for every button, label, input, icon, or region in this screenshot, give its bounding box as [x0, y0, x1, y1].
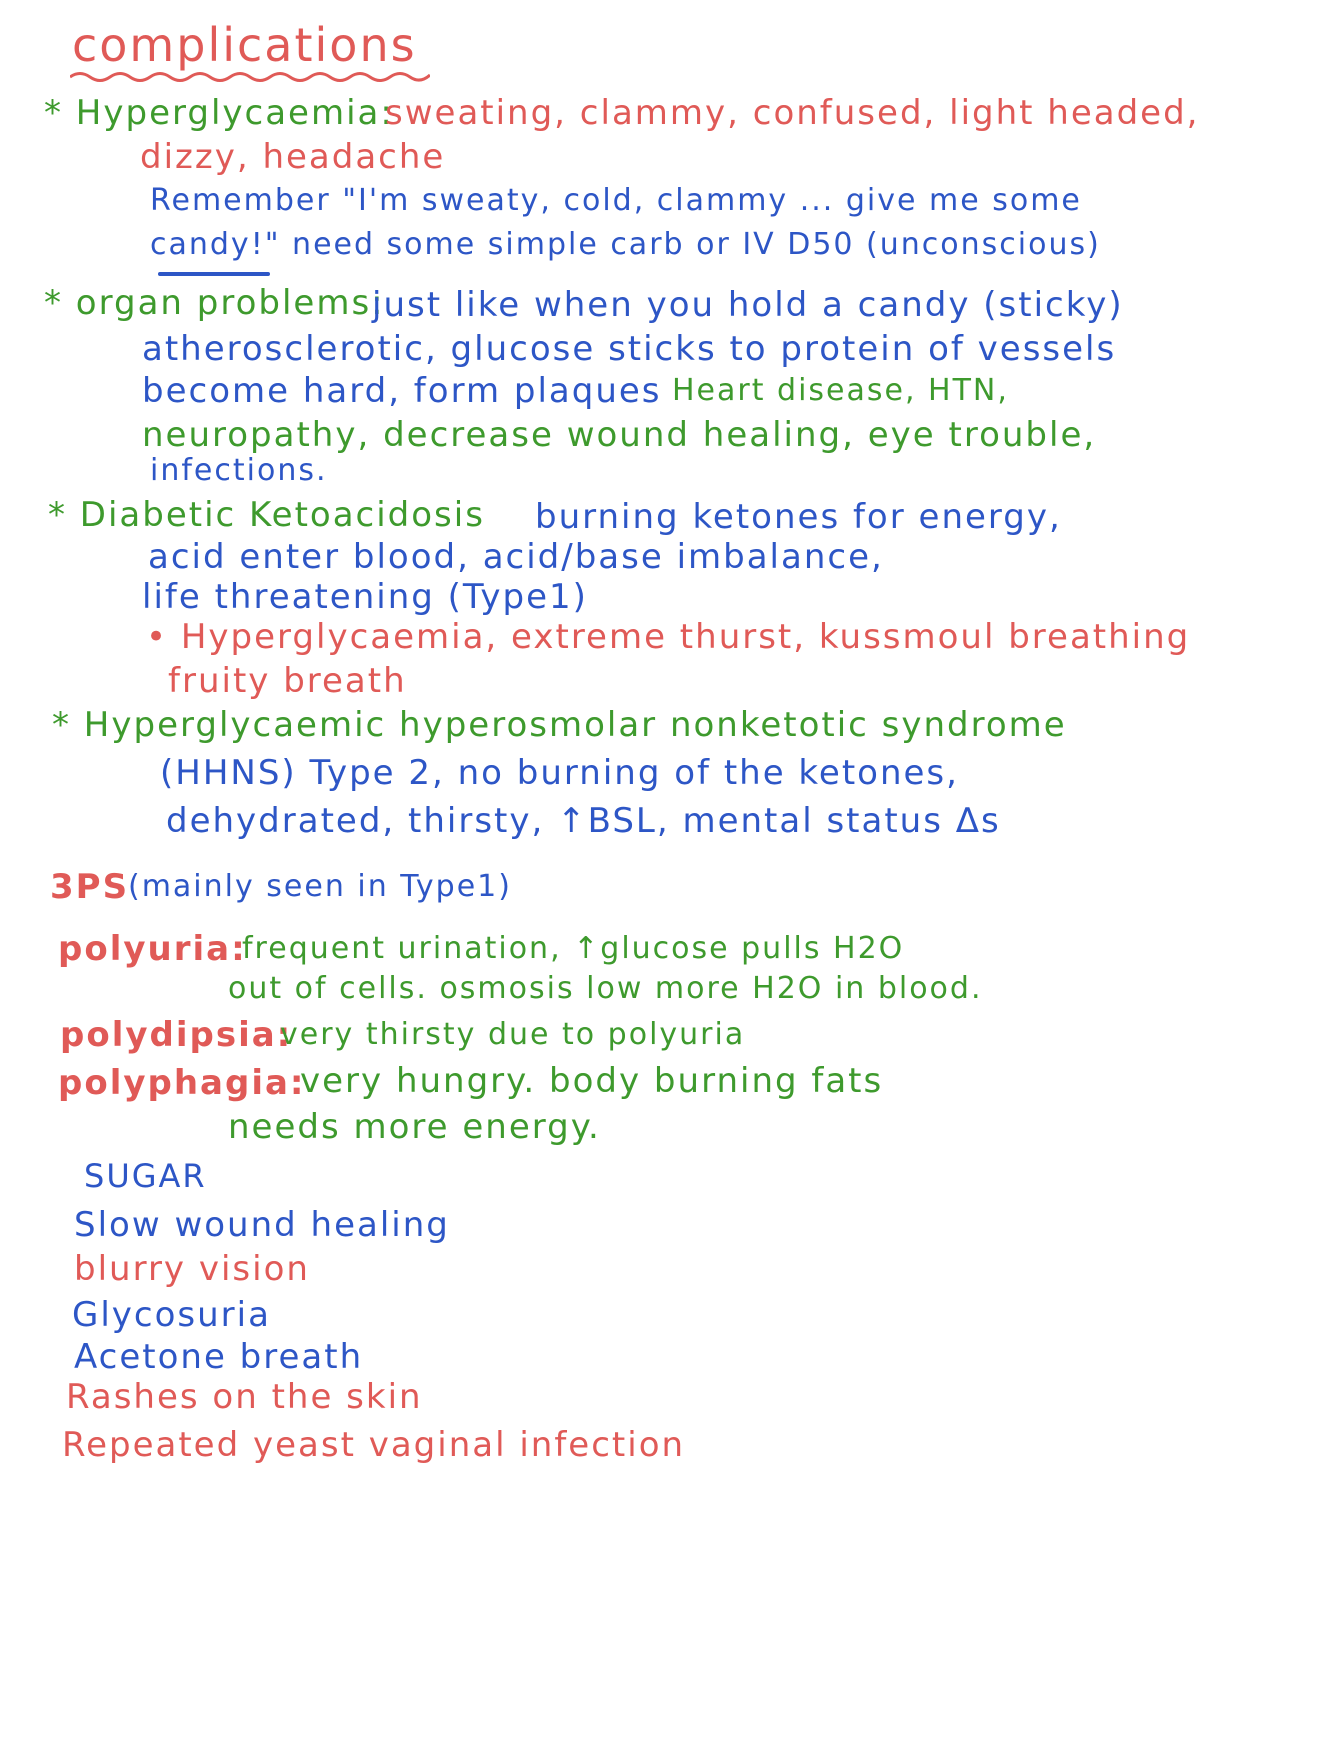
- three-ps-heading: 3PS: [50, 867, 130, 907]
- candy-underline: [158, 272, 270, 276]
- hyperglycaemia-mnemonic: candy!" need some simple carb or IV D50 (unconscious): [150, 227, 1101, 262]
- polyuria-label: polyuria:: [58, 929, 247, 969]
- dka-heading: * Diabetic Ketoacidosis: [48, 495, 485, 535]
- hhns-text: dehydrated, thirsty, ↑BSL, mental status Δs: [166, 801, 1001, 841]
- hhns-heading: * Hyperglycaemic hyperosmolar nonketotic syndrome: [52, 705, 1067, 745]
- polyphagia-label: polyphagia:: [58, 1063, 306, 1103]
- sugar-item: Slow wound healing: [74, 1205, 450, 1245]
- sugar-item: blurry vision: [74, 1249, 310, 1289]
- organ-problems-text: infections.: [150, 453, 328, 488]
- dka-text: life threatening (Type1): [142, 577, 588, 617]
- organ-problems-heading: * organ problems:: [44, 283, 385, 323]
- polyuria-text: out of cells. osmosis low more H2O in blood.: [228, 971, 983, 1006]
- dka-bullet: fruity breath: [168, 661, 407, 701]
- hhns-text: (HHNS) Type 2, no burning of the ketones,: [160, 753, 959, 793]
- dka-text: acid enter blood, acid/base imbalance,: [148, 537, 884, 577]
- three-ps-subheading: (mainly seen in Type1): [128, 869, 512, 904]
- sugar-item: Glycosuria: [72, 1295, 271, 1335]
- polydipsia-label: polydipsia:: [60, 1015, 293, 1055]
- polyphagia-text: needs more energy.: [228, 1107, 601, 1147]
- polyuria-text: frequent urination, ↑glucose pulls H2O: [242, 931, 905, 966]
- sugar-item: Repeated yeast vaginal infection: [62, 1425, 686, 1465]
- polyphagia-text: very hungry. body burning fats: [300, 1061, 884, 1101]
- organ-problems-text: Heart disease, HTN,: [672, 373, 1009, 408]
- title-squiggle-underline: [70, 68, 430, 84]
- organ-problems-text: neuropathy, decrease wound healing, eye trouble,: [142, 415, 1097, 455]
- page-title: complications: [72, 18, 417, 72]
- hyperglycaemia-text: dizzy, headache: [140, 137, 446, 177]
- organ-problems-text: become hard, form plaques: [142, 371, 662, 411]
- dka-bullet: • Hyperglycaemia, extreme thurst, kussmoul breathing: [146, 617, 1191, 657]
- dka-text: burning ketones for energy,: [535, 497, 1062, 537]
- hyperglycaemia-text: sweating, clammy, confused, light headed,: [385, 93, 1200, 133]
- sugar-item: Acetone breath: [74, 1337, 364, 1377]
- sugar-item: Rashes on the skin: [66, 1377, 423, 1417]
- sugar-heading: SUGAR: [84, 1157, 207, 1195]
- hyperglycaemia-mnemonic: Remember "I'm sweaty, cold, clammy ... give me some: [150, 183, 1082, 218]
- organ-problems-text: just like when you hold a candy (sticky): [372, 285, 1124, 325]
- organ-problems-text: atherosclerotic, glucose sticks to protein of vessels: [142, 329, 1117, 369]
- hyperglycaemia-heading: * Hyperglycaemia:: [44, 93, 394, 133]
- polydipsia-text: very thirsty due to polyuria: [280, 1017, 746, 1052]
